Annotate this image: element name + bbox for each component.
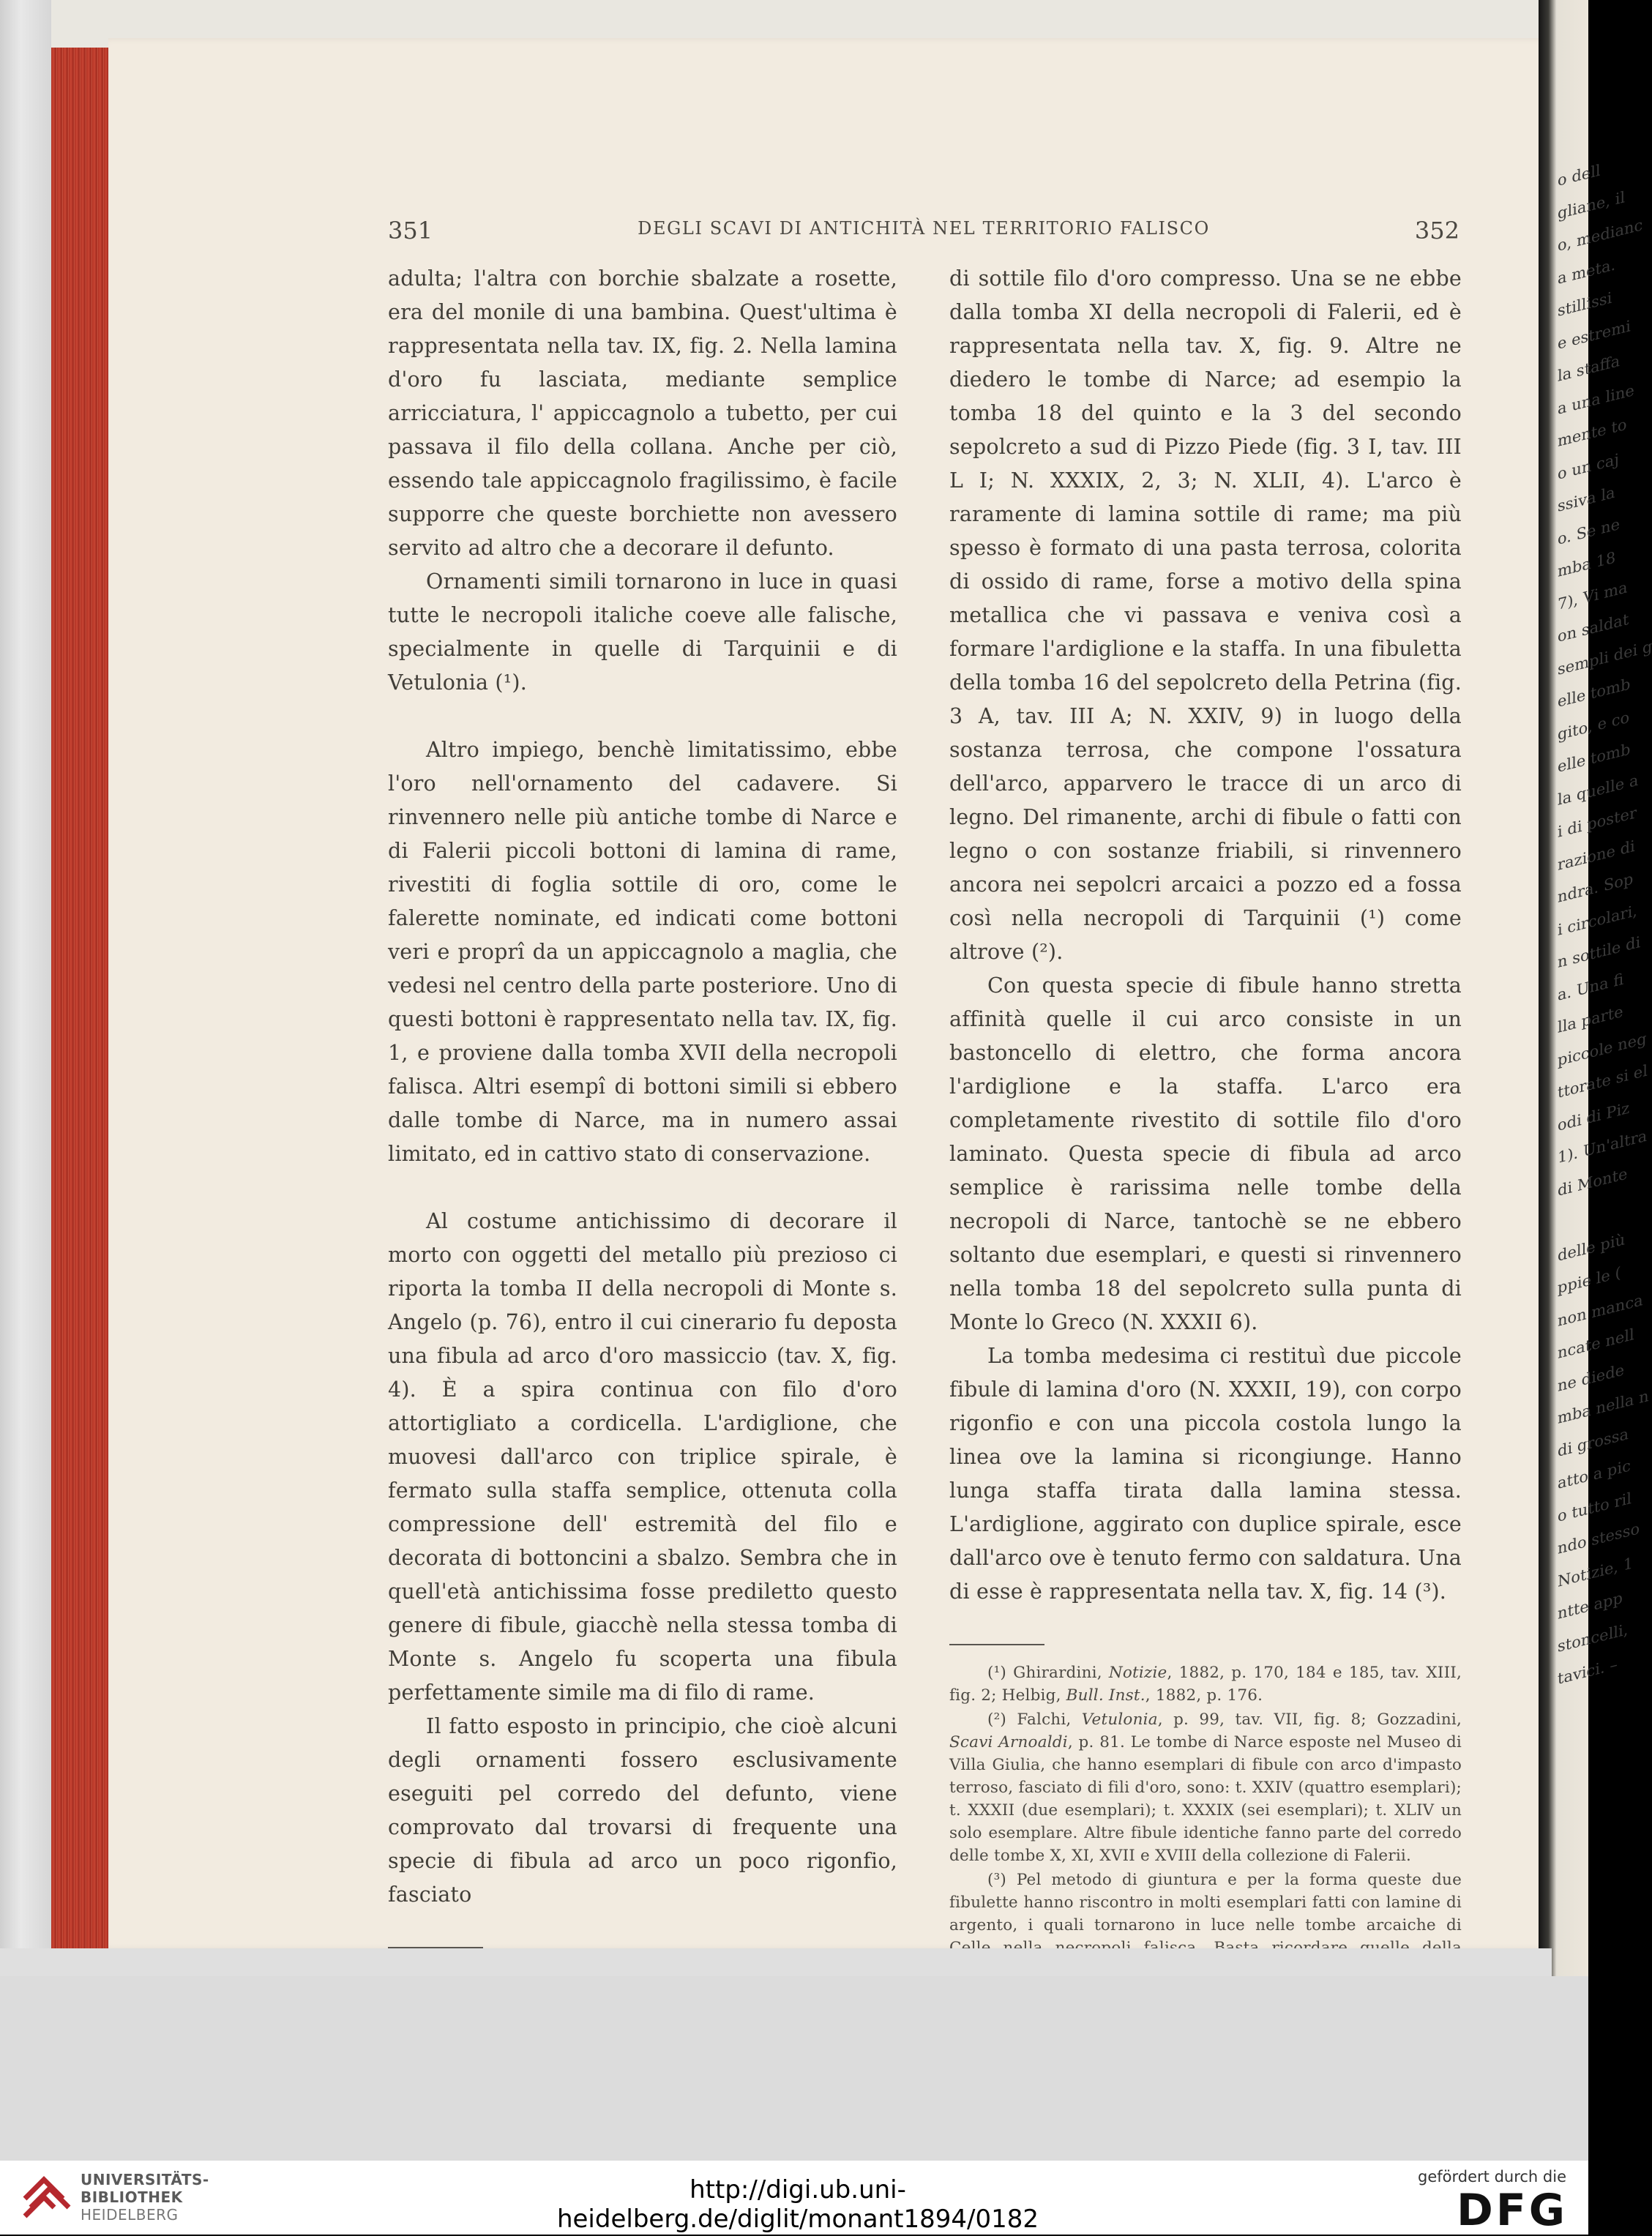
facing-page-fragment: Notizie, 1 [1558, 1553, 1634, 1590]
text-column-left [388, 262, 897, 2033]
text-column-right [949, 262, 1462, 1982]
book-left-edge [0, 0, 51, 2020]
paragraph: Con questa specie di fibule hanno stretta affinità quelle il cui arco consiste in un bastoncello di elettro, che forma ancora l'ardiglione e la staffa. L'arco era completamente rivestito di sottile filo d'oro laminato. Questa specie di fibula ad arco semplice è rarissima nelle tombe della necropoli di Narce, tantochè se ne ebbero soltanto due esemplari, e questi si rinvennero nella tomba 18 del sepolcreto sulla punta di Monte lo Greco (N. XXXII 6). [949, 973, 1462, 1334]
facing-page-fragment: ne diede [1558, 1360, 1625, 1395]
permalink-url[interactable]: http://digi.ub.uni-heidelberg.de/diglit/monant1894/0182 [556, 2175, 1039, 2234]
facing-page-fragment: e estremi [1558, 316, 1631, 353]
paragraph: La tomba medesima ci restituì due piccole fibule di lamina d'oro (N. XXXII, 19), con corpo rigonfio e con una piccola costola lungo la linea ove la lamina si ricongiunge. Hanno lunga staffa tirata dalla lamina stessa. L'ardiglione, aggirato con duplice spirale, esce dall'arco ove è tenuto fermo con saldatura. Una di esse è rappresentata nella tav. X, fig. 14 (³). [949, 1344, 1462, 1604]
facing-page-fragment: on saldat [1558, 610, 1629, 646]
running-title: DEGLI SCAVI DI ANTICHITÀ NEL TERRITORIO FALISCO [638, 218, 1210, 239]
red-page-edges [51, 48, 110, 1987]
facing-page-fragment: ntte app [1558, 1588, 1623, 1623]
dfg-logo[interactable]: DFG [1456, 2185, 1568, 2236]
facing-page-fragment: atto a pic [1558, 1457, 1631, 1492]
footnote: (²) Falchi, Vetulonia, p. 99, tav. VII, fig. 8; Gozzadini, Scavi Arnoaldi, p. 81. Le tombe di Narce esposte nel Museo di Villa Giulia, che hanno esemplari di fibule con arco d'impasto terroso, fasciato di fili d'oro, sono: t. XXIV (quattro esemplari); t. XXXII (due esemplari); t. XXXIX (sei esemplari); t. XLIV un solo esemplare. Altre fibule identiche fanno parte del corredo delle tombe X, XI, XVII e XVIII della collezione di Falerii. [949, 1710, 1462, 1865]
facing-page-fragment: mba 18 [1558, 548, 1616, 580]
facing-page-fragment: lla parte [1558, 1002, 1623, 1036]
paragraph: Ornamenti simili tornarono in luce in quasi tutte le necropoli italiche coeve alle falische, specialmente in quelle di Tarquinii e di Vetulonia (¹). [388, 569, 897, 695]
facing-page-fragment: ppie le ( [1558, 1263, 1621, 1297]
facing-page-fragment: piccole neg [1558, 1029, 1647, 1069]
page-number-left: 351 [388, 217, 433, 244]
institution-name-line1: UNIVERSITÄTS- [81, 2171, 209, 2188]
institution-name-line2: BIBLIOTHEK [81, 2188, 183, 2206]
facing-page-fragment: i di poster [1558, 804, 1637, 841]
facing-page-fragment: la staffa [1558, 351, 1621, 385]
facing-page-fragment: a una line [1558, 381, 1634, 418]
footnote: (¹) Ghirardini, Notizie, 1882, p. 170, 184 e 185, tav. XIII, fig. 2; Helbig, Bull. Inst., 1882, p. 176. [949, 1664, 1462, 1705]
facing-page-fragment: ndra. Sop [1558, 870, 1634, 906]
facing-page-fragment: mba nella n [1558, 1386, 1649, 1427]
paragraph: adulta; l'altra con borchie sbalzate a rosette, era del monile di una bambina. Quest'ultima è rappresentata nella tav. IX, fig. 2. Nella lamina d'oro fu lasciata, mediante semplice arricciatura, l' appiccagnolo a tubetto, per cui passava il filo della collana. Anche per ciò, essendo tale appiccagnolo fragilissimo, è facile supporre che queste borchiette non avessero servito ad altro che a decorare il defunto. [388, 266, 897, 560]
facing-page-fragment: ttorate si el [1558, 1061, 1648, 1102]
facing-page-fragment: sempli dei g [1558, 637, 1652, 678]
facing-page-fragment: gito, e co [1558, 708, 1630, 744]
facing-page-fragment: elle tomb [1558, 740, 1631, 776]
funded-by-label: gefördert durch die [1418, 2168, 1566, 2185]
footnote: (³) Pel metodo di giuntura e per la forma queste due fibulette hanno riscontro in molti esemplari fatti con lamine di argento, i quali tornarono in luce nelle tombe arcaiche di [949, 1871, 1462, 1934]
facing-page-fragment: di Monte [1558, 1164, 1628, 1200]
paragraph: di sottile filo d'oro compresso. Una se ne ebbe dalla tomba XI della necropoli di Falerii, ed è rappresentata nella tav. X, fig. 9. Altre ne diedero le tombe di Narce; ad esempio la tomba 18 del quinto e la 3 del secondo sepolcreto a sud di Pizzo Piede (fig. 3 I, tav. III L I; N. XXXIX, 2, 3; N. XLII, 4). L'arco è raramente di lamina sottile di rame; ma più spesso è formato di una pasta terrosa, colorita di ossido di rame, forse a motivo della spina metallica che vi passava e veniva così a formare l'ardiglione e la staffa. In una fibuletta della tomba 16 del sepolcreto della Petrina (fig. 3 A, tav. III A; N. XXIV, 9) in luogo della sostanza terrosa, che compone l'ossatura dell'arco, apparvero le tracce di un arco di legno. Del rimanente, archi di fibule o fatti con legno o con sostanze friabili, si rinvennero ancora nei sepolcri arcaici a pozzo ed a fossa così nella necropoli di Tarquinii (¹) come altrove (²). [949, 266, 1462, 964]
facing-page-fragment: o. Se ne [1558, 515, 1621, 548]
institution-name-line3: HEIDELBERG [81, 2206, 179, 2224]
facing-page-fragment: o un caj [1558, 449, 1619, 483]
facing-page-fragment: delle più [1558, 1230, 1626, 1265]
facing-page-fragment: gliane, il [1558, 187, 1626, 223]
paragraph: Altro impiego, benchè limitatissimo, ebbe l'oro nell'ornamento del cadavere. Si rinvennero nelle più antiche tombe di Narce e di Falerii piccoli bottoni di lamina di rame, rivestiti di foglia sottile di oro, come le falerette nominate, ed indicati come bottoni veri e proprî da un appiccagnolo a maglia, che vedesi nel centro della parte posteriore. Uno di questi bottoni è rappresentato nella tav. IX, fig. 1, e proviene dalla tomba XVII della necropoli falisca. Altri esempî di bottoni simili si ebbero dalle tombe di Narce, ma in numero assai limitato, ed in cattivo stato di conservazione. [388, 738, 897, 1166]
facing-page-fragment: o tutto ril [1558, 1489, 1632, 1525]
facing-page-fragment: non manca [1558, 1290, 1643, 1330]
facing-page-fragment: stillissi [1558, 288, 1612, 320]
facing-page-fragment: n sottile di [1558, 932, 1641, 971]
facing-page-fragment: la quelle a [1558, 770, 1639, 809]
running-header [388, 217, 1459, 253]
facing-page-fragment: mente to [1558, 415, 1627, 450]
facing-page-fragment: 7), Vi ma [1558, 577, 1628, 613]
facing-page-fragment: odi di Piz [1558, 1099, 1630, 1134]
viewer-footer [0, 2161, 1588, 2235]
facing-page-fragment: ncate nell [1558, 1325, 1634, 1362]
library-logo-icon[interactable] [20, 2169, 72, 2224]
facing-page-fragment: o dell [1558, 161, 1601, 190]
facing-page-fragment: elle tomb [1558, 675, 1631, 711]
facing-page-fragment: o, medianc [1558, 216, 1643, 255]
scan-background [0, 1976, 1588, 2161]
facing-page-fragment: razione di [1558, 837, 1635, 874]
page-number-right: 352 [1414, 217, 1459, 244]
facing-page-fragment: i circolari, [1558, 901, 1637, 939]
facing-page-fragment: a. Una fi [1558, 969, 1624, 1004]
facing-page-fragment: ndo stesso [1558, 1519, 1640, 1558]
facing-page-fragment: ssiva la [1558, 483, 1615, 515]
facing-page-fragment: tavici. – [1558, 1655, 1618, 1688]
facing-page-fragment: a meta. [1558, 255, 1616, 288]
facing-page-fragment: stoncelli, [1558, 1620, 1629, 1656]
paragraph: Al costume antichissimo di decorare il morto con oggetti del metallo più prezioso ci riporta la tomba II della necropoli di Monte s. Angelo (p. 76), entro il cui cinerario fu deposta una fibula ad arco d'oro massiccio (tav. X, fig. 4). È a spira continua con filo d'oro attortigliato a cordicella. L'ardiglione, che muovesi dall'arco con triplice spirale, è fermato sulla staffa semplice, ottenuta colla compressione dell' estremità del filo e decorata di bottoncini a sbalzo. Sembra che in quell'età antichissima fosse prediletto questo genere di fibule, giacchè nella stessa tomba di Monte s. Angelo fu scoperta una fibula perfettamente simile ma di filo di rame. [388, 1209, 897, 1705]
footnote-rule [949, 1644, 1044, 1645]
facing-page-fragment: 1). Un'altra [1558, 1126, 1648, 1167]
paragraph: Il fatto esposto in principio, che cioè alcuni degli ornamenti fossero esclusivamente eseguiti pel corredo del defunto, viene comprovato dal trovarsi di frequente una specie di fibula ad arco un poco rigonfio, fasciato [388, 1714, 897, 1907]
facing-page-fragment: di grossa [1558, 1424, 1629, 1460]
facing-page-fragments [1558, 154, 1652, 1921]
